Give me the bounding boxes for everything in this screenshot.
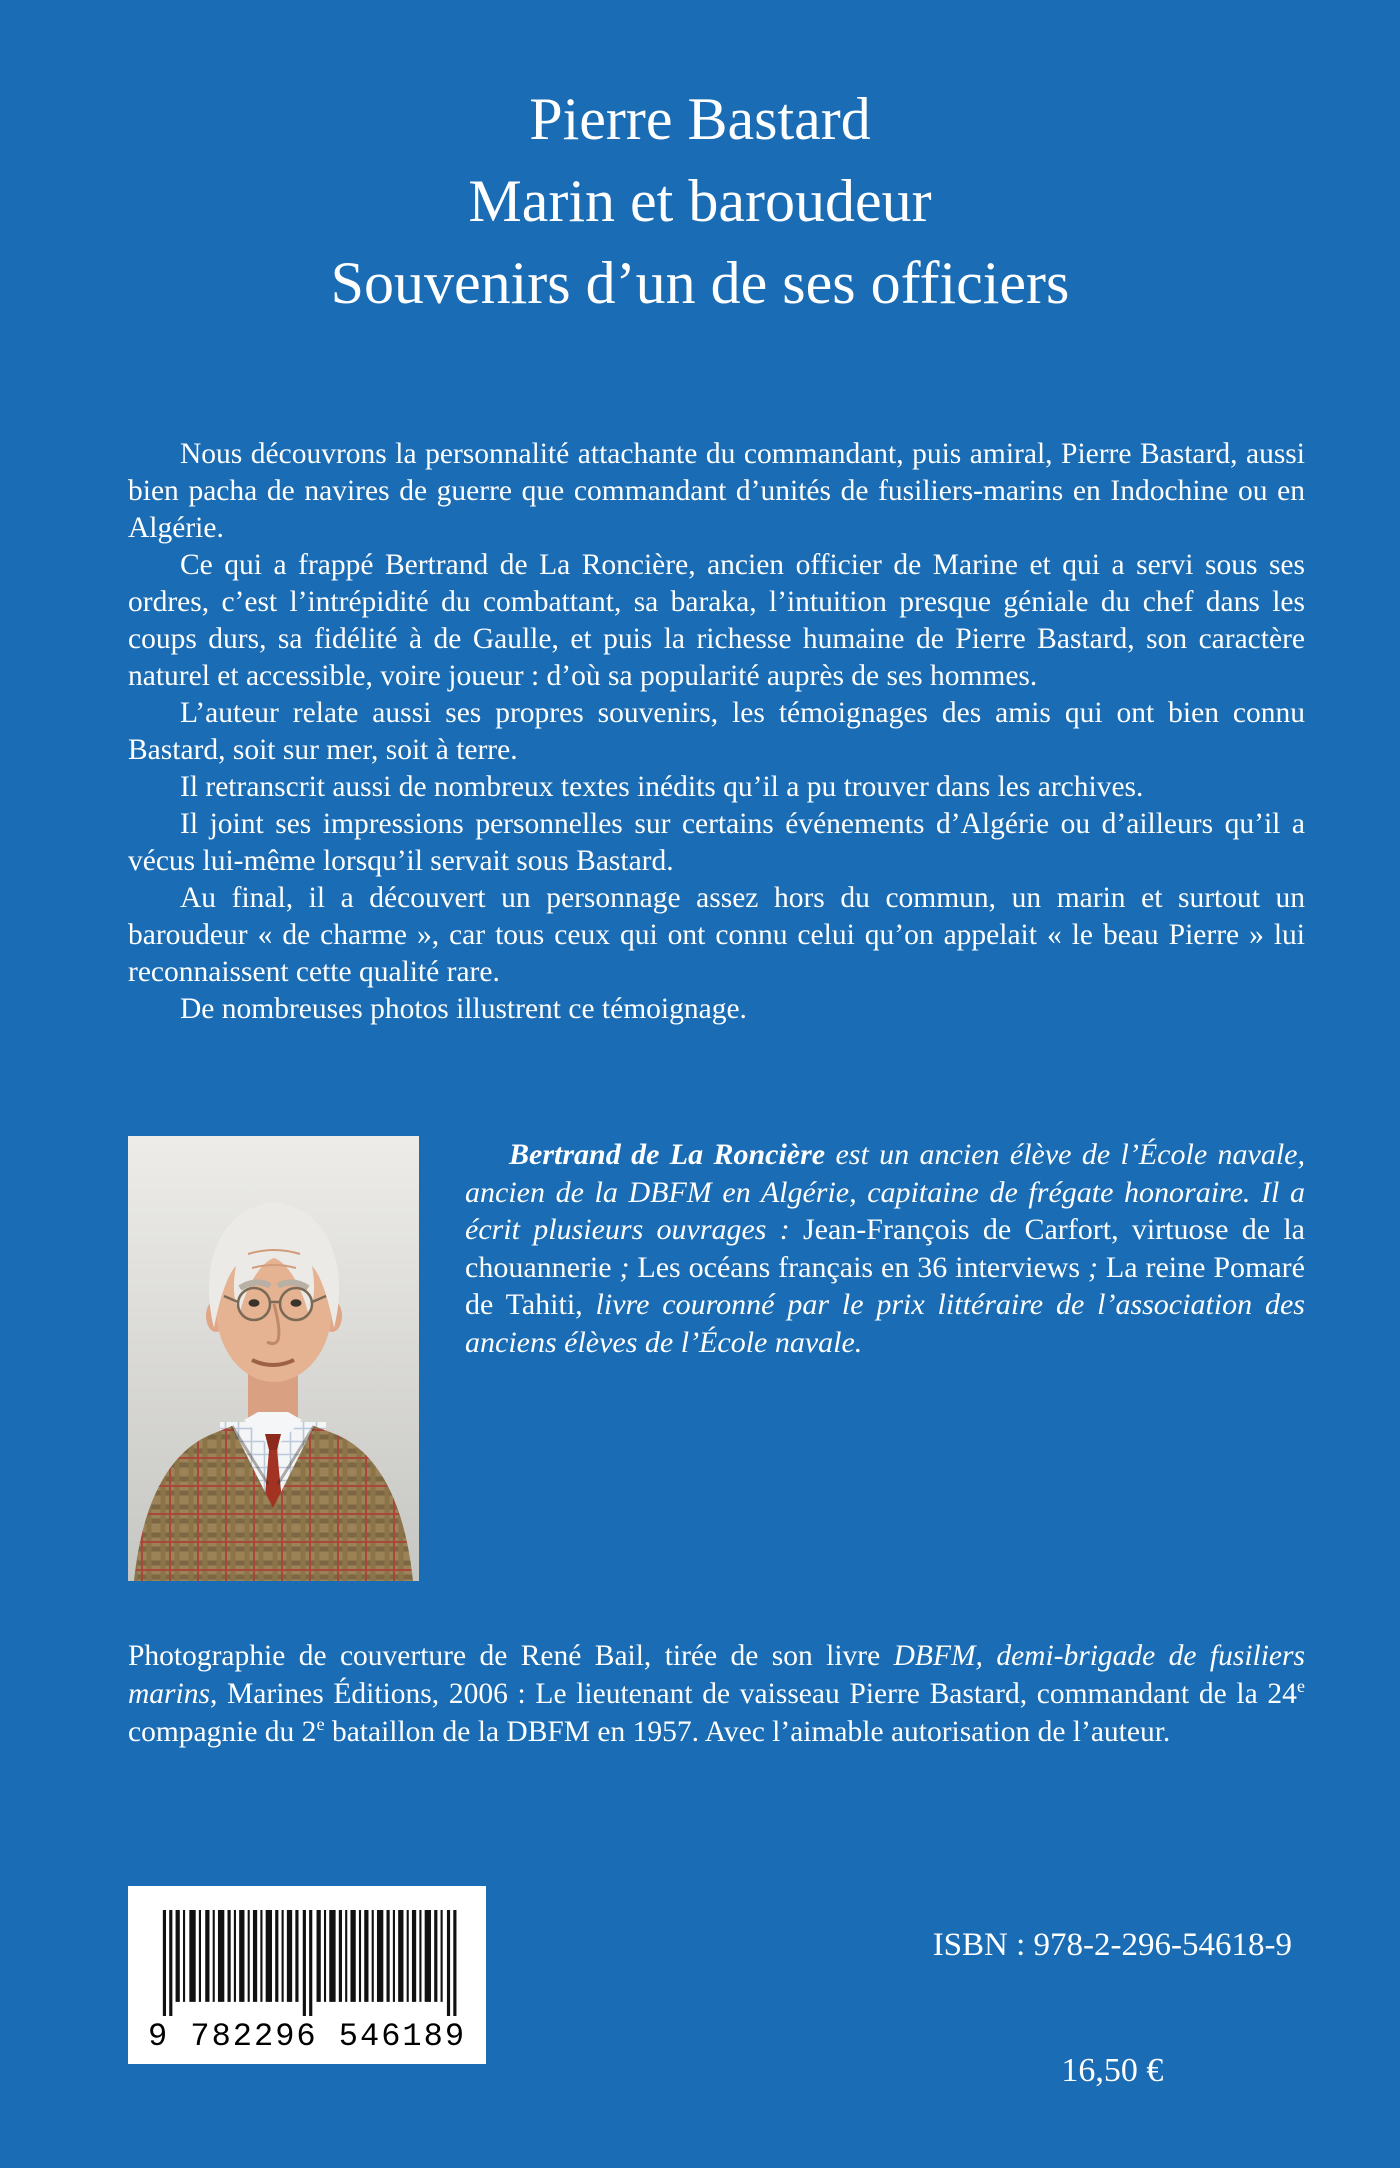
book-subtitle: Marin et baroudeur — [468, 168, 932, 234]
title-block — [0, 78, 1400, 324]
synopsis-paragraph: Il joint ses impressions personnelles sur certains événements d’Algérie ou d’ailleurs qu’il a vécus lui-même lorsqu’il servait sous Bastard. — [128, 808, 1305, 877]
barcode-bars — [148, 1910, 466, 2016]
isbn-price-block — [933, 1924, 1292, 2092]
synopsis-paragraph: Au final, il a découvert un personnage assez hors du commun, un marin et surtout un baroudeur « de charme », car tous ceux qui ont connu celui qu’on appelait « le beau Pierre » lui reconnaissent cette qualité rare. — [128, 882, 1305, 988]
book-subtitle-2: Souvenirs d’un de ses officiers — [330, 250, 1070, 316]
synopsis-paragraph: L’auteur relate aussi ses propres souvenirs, les témoignages des amis qui ont bien connu Bastard, soit sur mer, soit à terre. — [128, 697, 1305, 766]
barcode-digits: 9 782296 546189 — [147, 2018, 467, 2055]
author-bio: Bertrand de La Roncière est un ancien élève de l’École navale, ancien de la DBFM en Algérie, capitaine de frégate honoraire. Il a écrit plusieurs ouvrages : Jean-François de Carfort, virtuose de la chouannerie ; Les océans français en 36 interviews ; La reine Pomaré de Tahiti, livre couronné par le prix littéraire de l’association des anciens élèves de l’École navale. — [465, 1138, 1305, 1359]
book-title: Pierre Bastard — [529, 86, 871, 152]
author-section — [128, 1136, 1305, 1581]
barcode — [128, 1886, 486, 2064]
price-text: 16,50 € — [1061, 2052, 1164, 2089]
synopsis-paragraph: Ce qui a frappé Bertrand de La Roncière, ancien officier de Marine et qui a servi sous ses ordres, c’est l’intrépidité du combattant, sa baraka, l’intuition presque géniale du chef dans les coups durs, sa fidélité à de Gaulle, et puis la richesse humaine de Pierre Bastard, son caractère naturel et accessible, voire joueur : d’où sa popularité auprès de ses hommes. — [128, 549, 1305, 692]
author-photo — [128, 1136, 419, 1581]
synopsis-paragraph: Il retranscrit aussi de nombreux textes inédits qu’il a pu trouver dans les archives. — [180, 771, 1144, 803]
author-portrait-illustration — [128, 1136, 419, 1581]
cover-photo-credit: Photographie de couverture de René Bail, tirée de son livre DBFM, demi-brigade de fusiliers marins, Marines Éditions, 2006 : Le lieutenant de vaisseau Pierre Bastard, commandant de la 24e compagnie du 2e bataillon de la DBFM en 1957. Avec l’aimable autorisation de l’auteur. — [128, 1640, 1305, 1748]
synopsis-paragraph: De nombreuses photos illustrent ce témoignage. — [180, 993, 747, 1025]
synopsis-paragraph: Nous découvrons la personnalité attachante du commandant, puis amiral, Pierre Bastard, aussi bien pacha de navires de guerre que commandant d’unités de fusiliers-marins en Indochine ou en Algérie. — [128, 438, 1305, 544]
synopsis — [128, 436, 1305, 1028]
isbn-text: ISBN : 978-2-296-54618-9 — [932, 1927, 1292, 1963]
